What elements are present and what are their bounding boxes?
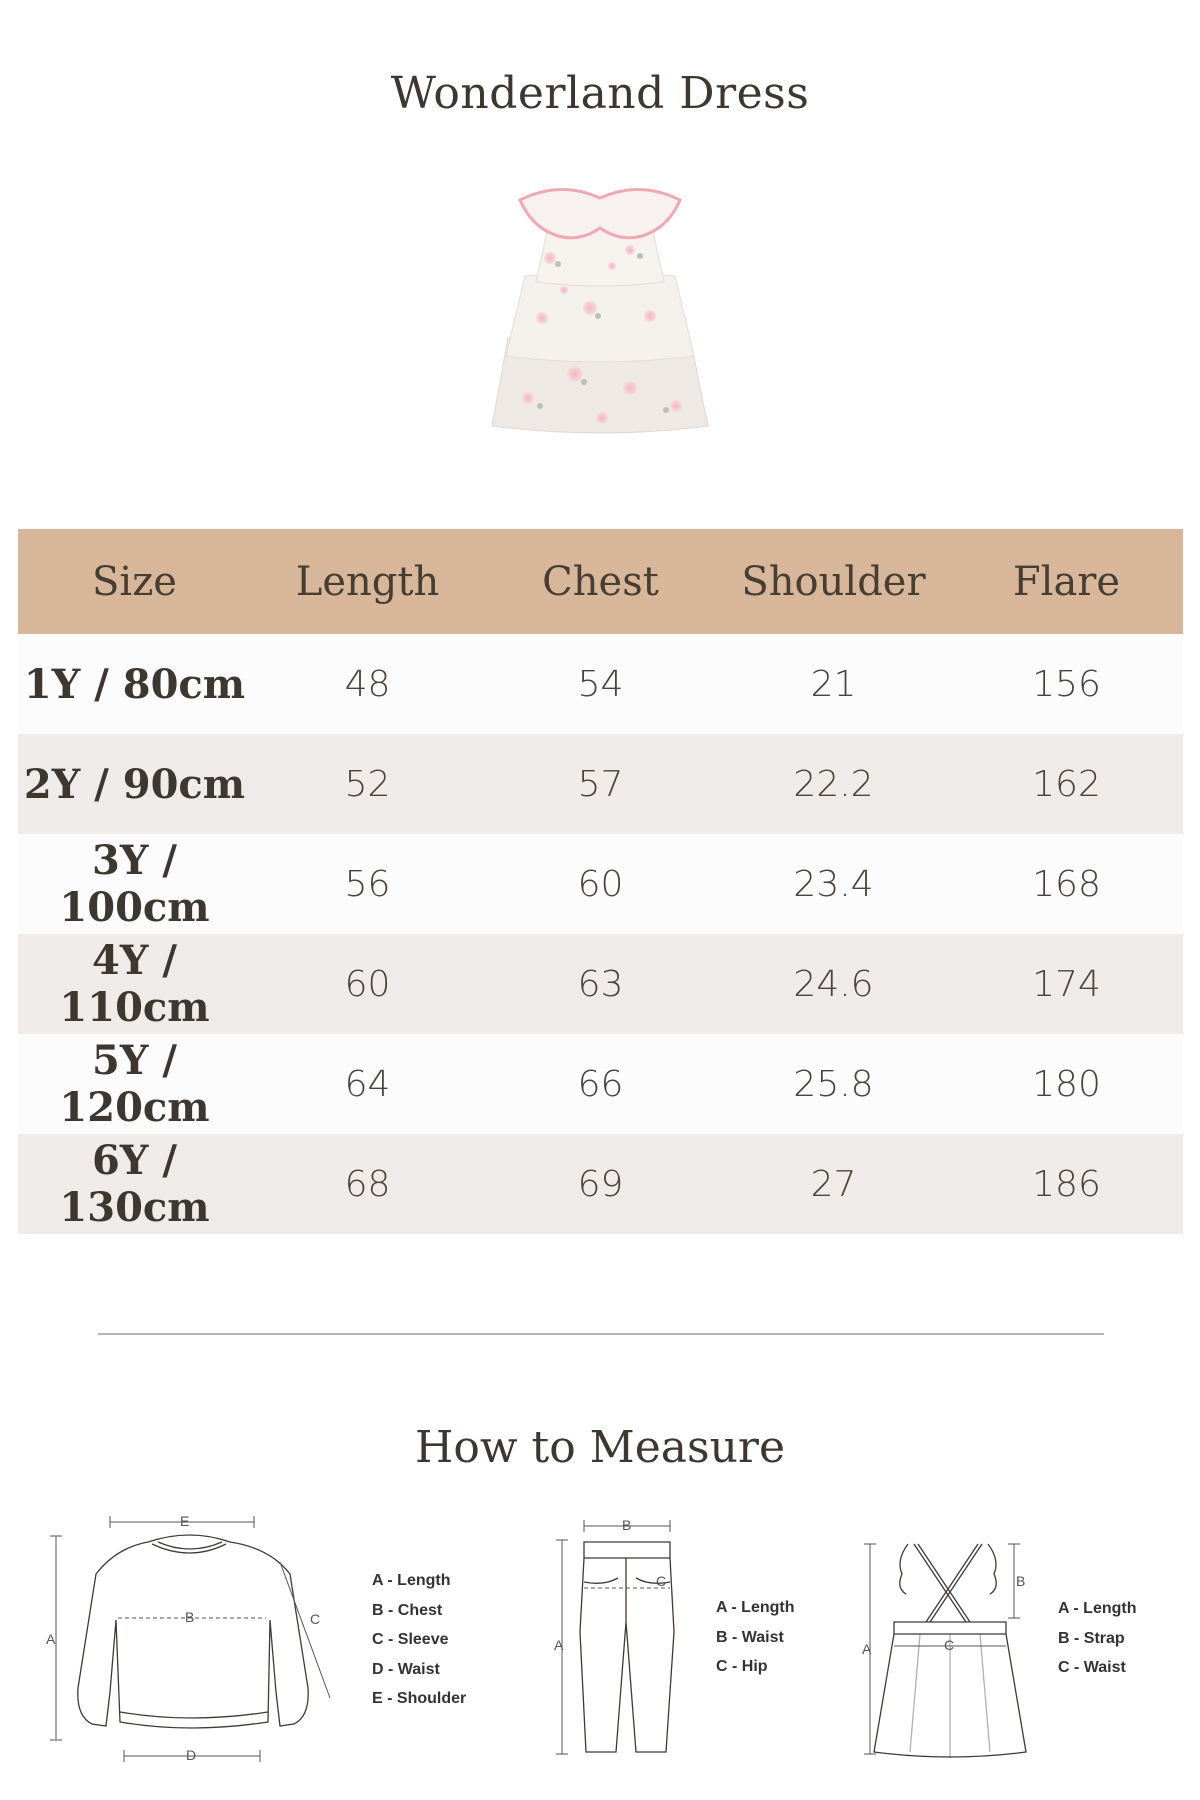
flare-cell: 162 bbox=[1032, 763, 1101, 805]
table-row bbox=[18, 834, 1183, 934]
legend-item: A - Length bbox=[372, 1572, 451, 1589]
legend-item: D - Waist bbox=[372, 1660, 440, 1678]
header-chest: Chest bbox=[542, 558, 659, 605]
flare-cell: 186 bbox=[1032, 1163, 1101, 1205]
table-row bbox=[18, 934, 1183, 1034]
legend-item: C - Sleeve bbox=[372, 1631, 449, 1648]
size-cell: 5Y / 120cm bbox=[59, 1037, 210, 1131]
table-row bbox=[18, 1134, 1183, 1234]
shoulder-cell: 23.4 bbox=[793, 863, 874, 905]
legend-item: A - Length bbox=[1058, 1600, 1137, 1617]
chest-cell: 63 bbox=[577, 963, 624, 1005]
pants-label-a: A bbox=[554, 1637, 564, 1653]
flare-cell: 156 bbox=[1032, 663, 1101, 705]
legend-item: B - Waist bbox=[716, 1628, 784, 1646]
section-divider bbox=[98, 1333, 1104, 1335]
shoulder-cell: 21 bbox=[810, 663, 857, 705]
legend-item: C - Hip bbox=[716, 1658, 768, 1675]
chest-cell: 57 bbox=[577, 763, 624, 805]
flare-cell: 168 bbox=[1032, 863, 1101, 905]
sweater-label-c: C bbox=[310, 1611, 321, 1627]
header-shoulder: Shoulder bbox=[741, 558, 926, 605]
pants-diagram bbox=[544, 1512, 694, 1762]
length-cell: 52 bbox=[344, 763, 391, 805]
pants-legend bbox=[716, 1593, 795, 1682]
skirt-label-a: A bbox=[862, 1641, 872, 1657]
sweater-label-b: B bbox=[185, 1609, 195, 1625]
shoulder-cell: 27 bbox=[810, 1163, 857, 1205]
size-cell: 2Y / 90cm bbox=[23, 760, 246, 808]
sweater-diagram bbox=[40, 1512, 340, 1774]
header-size: Size bbox=[92, 558, 177, 605]
table-row bbox=[18, 1034, 1183, 1134]
length-cell: 68 bbox=[344, 1163, 391, 1205]
header-flare: Flare bbox=[1012, 558, 1121, 605]
table-row bbox=[18, 634, 1183, 734]
pants-label-c: C bbox=[656, 1573, 667, 1589]
pants-label-b: B bbox=[622, 1517, 632, 1533]
measure-title: How to Measure bbox=[415, 1422, 785, 1473]
legend-item: E - Shoulder bbox=[372, 1690, 467, 1707]
sweater-label-a: A bbox=[46, 1631, 56, 1647]
legend-item: A - Length bbox=[716, 1599, 795, 1616]
chest-cell: 54 bbox=[577, 663, 624, 705]
skirt-label-c: C bbox=[944, 1637, 955, 1653]
table-row bbox=[18, 734, 1183, 834]
page-title: Wonderland Dress bbox=[390, 68, 810, 119]
shoulder-cell: 25.8 bbox=[793, 1063, 874, 1105]
flare-cell: 180 bbox=[1032, 1063, 1101, 1105]
chest-cell: 69 bbox=[577, 1163, 624, 1205]
length-cell: 48 bbox=[344, 663, 391, 705]
size-cell: 1Y / 80cm bbox=[23, 660, 246, 708]
size-cell: 6Y / 130cm bbox=[59, 1137, 210, 1231]
flare-cell: 174 bbox=[1032, 963, 1101, 1005]
skirt-label-b: B bbox=[1016, 1573, 1026, 1589]
table-header-row bbox=[18, 529, 1183, 634]
size-cell: 3Y / 100cm bbox=[59, 837, 210, 931]
sweater-label-d: D bbox=[186, 1747, 197, 1763]
chest-cell: 60 bbox=[577, 863, 624, 905]
legend-item: B - Chest bbox=[372, 1601, 443, 1619]
length-cell: 64 bbox=[344, 1063, 391, 1105]
legend-item: B - Strap bbox=[1058, 1629, 1125, 1647]
size-chart-table bbox=[18, 529, 1183, 1234]
chest-cell: 66 bbox=[577, 1063, 624, 1105]
header-length: Length bbox=[295, 558, 440, 605]
skirt-diagram bbox=[860, 1530, 1030, 1760]
size-cell: 4Y / 110cm bbox=[59, 937, 210, 1031]
length-cell: 60 bbox=[344, 963, 391, 1005]
shoulder-cell: 22.2 bbox=[793, 763, 874, 805]
sweater-label-e: E bbox=[180, 1513, 190, 1529]
dress-product-image bbox=[480, 178, 720, 446]
legend-item: C - Waist bbox=[1058, 1659, 1126, 1676]
sweater-legend bbox=[372, 1566, 466, 1714]
skirt-legend bbox=[1058, 1594, 1137, 1683]
length-cell: 56 bbox=[344, 863, 391, 905]
shoulder-cell: 24.6 bbox=[793, 963, 874, 1005]
